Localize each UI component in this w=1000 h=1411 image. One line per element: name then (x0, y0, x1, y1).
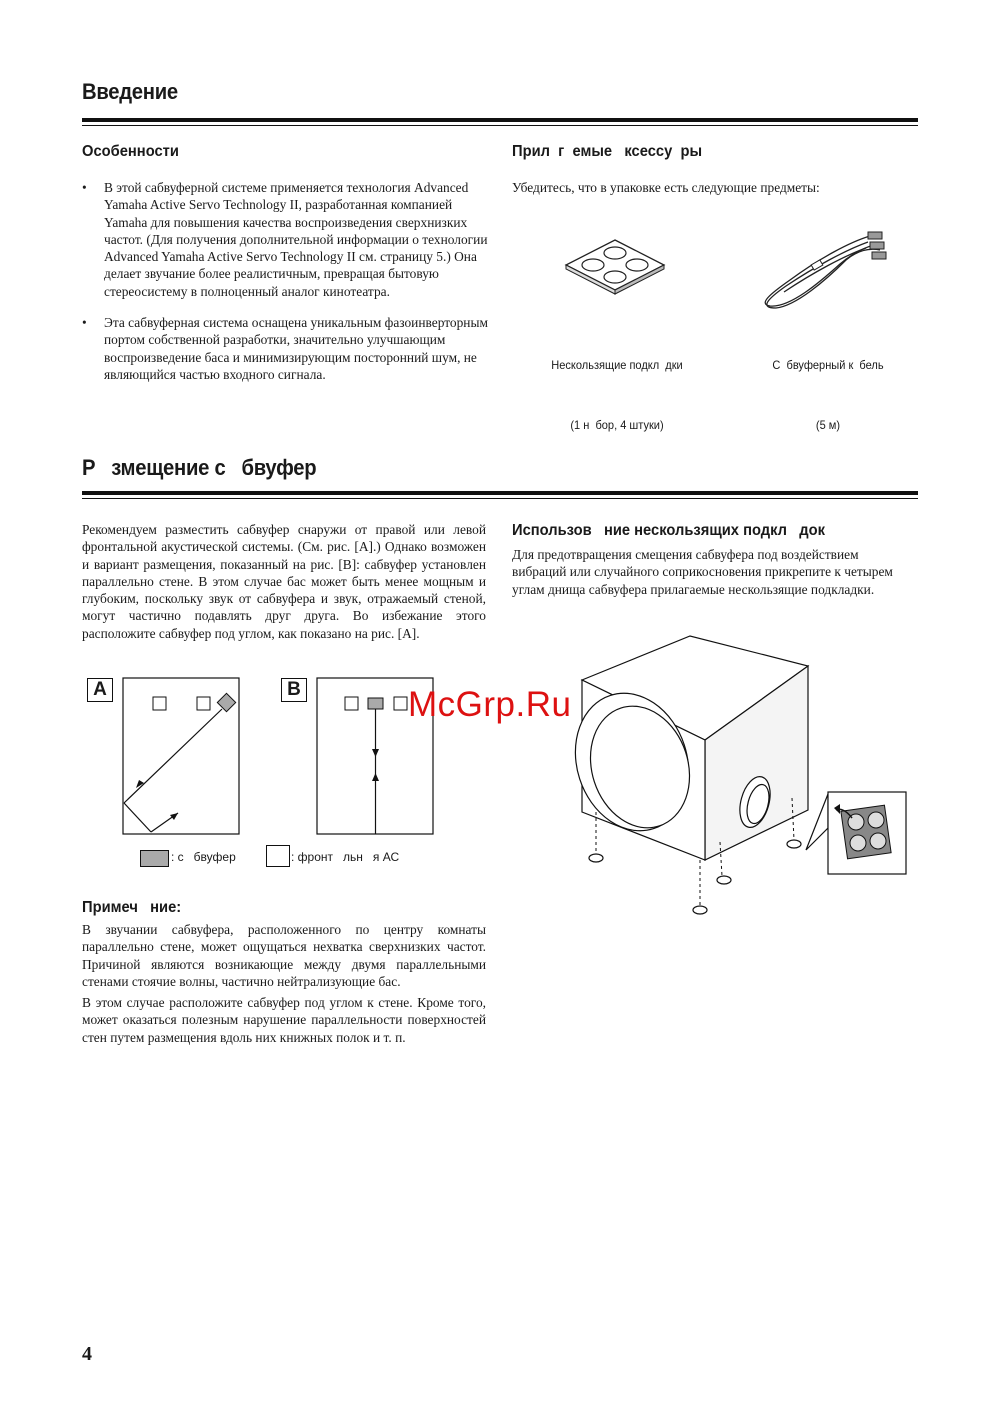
pads-caption-line2: (1 н бор, 4 штуки) (570, 418, 664, 432)
section-rule-thin (82, 125, 918, 126)
pads-body: Для предотвращения смещения сабвуфера под воздействием вибраций или случайного соприкосновения прикрепите к четырем углам днища сабвуфера прилагаемые нескользящие подкладки. (512, 547, 893, 597)
note-paragraph-1: В звучании сабвуфера, расположенного по центру комнаты параллельно стене, может ощущаться нехватка сверхнизких частот. Причиной являются возникающие между двумя параллельными стенами стоячие волны, частично нейтрализующие бас. (82, 922, 486, 989)
section-rule (82, 118, 918, 122)
diagram-a-label: A (87, 678, 113, 702)
subwoofer-illustration (570, 632, 915, 922)
cable-caption (754, 315, 901, 455)
diagram-a (122, 677, 240, 835)
diagram-b-label: B (281, 678, 307, 702)
placement-title: Р змещение с бвуфер (82, 455, 317, 480)
features-list (82, 179, 494, 397)
cable-caption-line2: (5 м) (815, 418, 841, 432)
section-rule (82, 491, 918, 495)
non-skid-pads-illustration (560, 236, 670, 296)
note-heading: Примеч ние: (82, 899, 182, 916)
cable-caption-line1: С бвуферный к бель (772, 358, 884, 372)
placement-body: Рекомендуем разместить сабвуфер снаружи от правой или левой фронтальной акустической системы. (См. рис. [A].) Однако возможен и вариант размещения, показанный на рис. [B]: сабвуфер установлен параллельно стене. В этом случае бас может быть менее мощным и глубоким, поскольку звук от сабвуфера и звук, отражаемый стеной, могут частично подавлять друг друга. Во избежание этого расположите сабвуфер под углом, как показано на рис. [A]. (82, 522, 486, 641)
watermark: McGrp.Ru (408, 685, 572, 724)
pads-heading: Использов ние нескользящих подкл док (512, 522, 825, 539)
accessories-lead: Убедитесь, что в упаковке есть следующие предметы: (512, 180, 820, 195)
subwoofer-cable-illustration (750, 222, 890, 312)
pads-caption-line1: Нескользящие подкл дки (551, 358, 683, 372)
legend-subwoofer-swatch (140, 850, 169, 867)
feature-bullet-1: • В этой сабвуферной системе применяется технология Advanced Yamaha Active Servo Technology II, разработанная компанией Yamaha для повышения качества воспроизведения сверхнизких частот. (Для получения дополнительной информации о технологии Advanced Yamaha Active Servo Technology II см. страницу 5.) Она делает звучание более реалистичным, превращая бытовую стереосистему в полноценный аналог кинотеатра. (82, 179, 494, 300)
feature-bullet-2: • Эта сабвуферная система оснащена уникальным фазоинверторным портом собственной разработки, значительно улучшающим воспроизведение баса и минимизирующим посторонний шум, не являющийся частью входного сигнала. (82, 314, 494, 383)
section-rule-thin (82, 498, 918, 499)
note-paragraph-2: В этом случае расположите сабвуфер под углом к стене. Кроме того, может оказаться полезным нарушение параллельности поверхностей стен путем размещения вдоль них книжных полок и т. п. (82, 995, 486, 1045)
legend-front-speaker-label: : фронт льн я АС (291, 850, 400, 864)
pads-caption (543, 315, 690, 455)
features-heading: Особенности (82, 143, 179, 160)
legend-front-speaker-swatch (266, 845, 290, 867)
page-title: Введение (82, 79, 178, 104)
legend-subwoofer-label: : с бвуфер (171, 850, 236, 864)
accessories-heading: Прил г емые ксессу ры (512, 143, 703, 160)
page-number: 4 (82, 1343, 92, 1365)
